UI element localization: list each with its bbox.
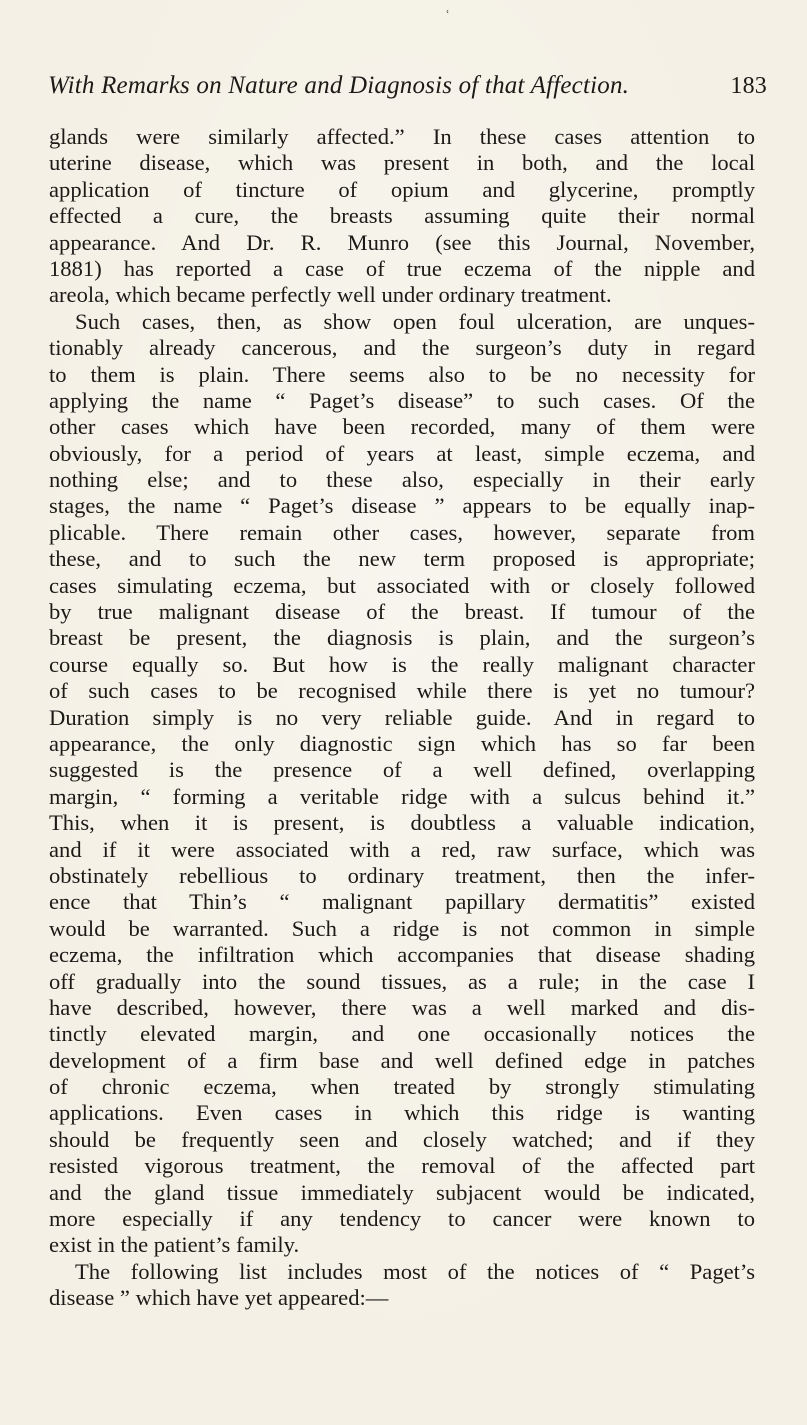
running-header (48, 72, 767, 106)
text-line: exist in the patient’s family. (49, 1232, 300, 1258)
text-line: margin, “ forming a veritable ridge with a sulcus behind it.” (49, 783, 755, 809)
text-line: plicable. There remain other cases, however, separate from (49, 519, 755, 545)
text-line: by true malignant disease of the breast. If tumour of the (49, 599, 755, 625)
text-line: other cases which have been recorded, many of them were (49, 414, 755, 440)
text-line: appearance, the only diagnostic sign which has so far been (49, 730, 755, 756)
text-line: of chronic eczema, when treated by strongly stimulating (49, 1074, 755, 1100)
page-number: 183 (730, 73, 767, 99)
text-line: of such cases to be recognised while there is yet no tumour? (49, 678, 755, 704)
running-title: With Remarks on Nature and Diagnosis of that Affection. (48, 72, 630, 99)
paragraph-start-line: Such cases, then, as show open foul ulceration, are unques- (75, 308, 755, 334)
text-line: resisted vigorous treatment, the removal of the affected part (49, 1153, 755, 1179)
text-line: breast be present, the diagnosis is plain, and the surgeon’s (49, 625, 755, 651)
text-line: disease ” which have yet appeared:— (49, 1285, 389, 1311)
text-line: and the gland tissue immediately subjacent would be indicated, (49, 1179, 755, 1205)
printer-mark: ʿ (446, 8, 450, 22)
text-line: course equally so. But how is the really malignant character (49, 651, 755, 677)
text-line: have described, however, there was a well marked and dis- (49, 994, 755, 1020)
text-line: cases simulating eczema, but associated with or closely followed (49, 572, 755, 598)
text-line: 1881) has reported a case of true eczema of the nipple and (49, 255, 755, 281)
text-line: more especially if any tendency to cancer were known to (49, 1206, 755, 1232)
text-line: effected a cure, the breasts assuming quite their normal (49, 203, 755, 229)
text-line: tionably already cancerous, and the surgeon’s duty in regard (49, 335, 755, 361)
text-line: application of tincture of opium and glycerine, promptly (49, 176, 755, 202)
text-line: obviously, for a period of years at least, simple eczema, and (49, 440, 755, 466)
text-line: glands were similarly affected.” In these cases attention to (49, 124, 755, 149)
text-line: ence that Thin’s “ malignant papillary dermatitis” existed (49, 889, 755, 915)
text-line: nothing else; and to these also, especially in their early (49, 467, 755, 493)
text-line: areola, which became perfectly well under ordinary treatment. (49, 282, 612, 308)
text-line: tinctly elevated margin, and one occasionally notices the (49, 1021, 755, 1047)
text-line: This, when it is present, is doubtless a valuable indication, (49, 810, 755, 836)
text-line: appearance. And Dr. R. Munro (see this Journal, November, (49, 229, 755, 255)
text-line: would be warranted. Such a ridge is not common in simple (49, 915, 755, 941)
text-line: applying the name “ Paget’s disease” to such cases. Of the (49, 387, 755, 413)
text-line: development of a firm base and well defined edge in patches (49, 1047, 755, 1073)
text-line: eczema, the infiltration which accompanies that disease shading (49, 942, 755, 968)
text-line: and if it were associated with a red, raw surface, which was (49, 836, 755, 862)
text-line: applications. Even cases in which this ridge is wanting (49, 1100, 755, 1126)
paragraph-start-line: The following list includes most of the notices of “ Paget’s (75, 1258, 755, 1284)
text-line: suggested is the presence of a well defined, overlapping (49, 757, 755, 783)
text-line: uterine disease, which was present in both, and the local (49, 150, 755, 176)
text-line: obstinately rebellious to ordinary treatment, then the infer- (49, 862, 755, 888)
text-line: Duration simply is no very reliable guide. And in regard to (49, 704, 755, 730)
text-line: to them is plain. There seems also to be no necessity for (49, 361, 755, 387)
body-text (49, 124, 755, 1312)
text-line: off gradually into the sound tissues, as a rule; in the case I (49, 968, 755, 994)
text-line: these, and to such the new term proposed is appropriate; (49, 546, 755, 572)
text-line: should be frequently seen and closely watched; and if they (49, 1126, 755, 1152)
text-line: stages, the name “ Paget’s disease ” appears to be equally inap- (49, 493, 755, 519)
